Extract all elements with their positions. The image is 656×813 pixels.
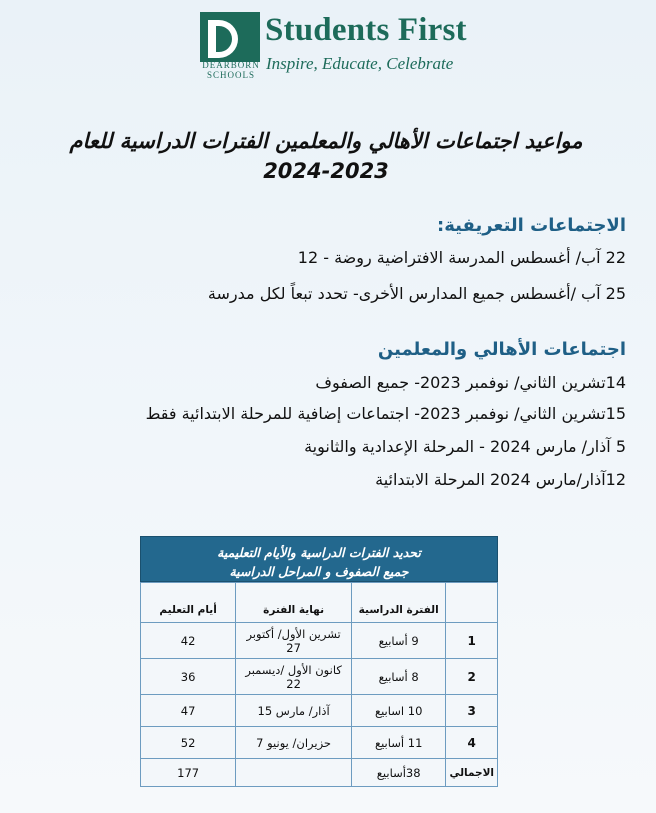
conference-item: 12آذار/مارس 2024 المرحلة الابتدائية: [375, 470, 626, 489]
total-days: 177: [141, 759, 236, 787]
term-days: 42: [141, 623, 236, 659]
conference-item: 14تشرين الثاني/ نوفمبر 2023- جميع الصفوف: [315, 373, 626, 392]
page-title: [46, 126, 606, 186]
orientation-item: 25 آب /أغسطس جميع المدارس الأخرى- تحدد تبعاً لكل مدرسة: [207, 284, 626, 303]
term-number: 4: [446, 727, 498, 759]
orientation-item: 22 آب/ أغسطس المدرسة الافتراضية روضة - 12: [297, 248, 626, 267]
conference-item: 15تشرين الثاني/ نوفمبر 2023- اجتماعات إضافية للمرحلة الابتدائية فقط: [145, 404, 626, 423]
term-duration: 10 اسابيع: [351, 695, 446, 727]
page-title-line2: 2024-2023: [263, 159, 389, 183]
table-row: [141, 727, 498, 759]
table-row: [141, 623, 498, 659]
orientation-heading: الاجتماعات التعريفية:: [437, 215, 626, 236]
col-header-days: أيام التعليم: [141, 583, 236, 623]
term-duration: 8 أسابيع: [351, 659, 446, 695]
conferences-heading: اجتماعات الأهالي والمعلمين: [377, 339, 626, 360]
term-end: تشرين الأول/ أكتوبر 27: [236, 623, 352, 659]
term-days: 52: [141, 727, 236, 759]
col-header-end: نهاية الفترة: [236, 583, 352, 623]
conference-item: 5 آذار/ مارس 2024 - المرحلة الإعدادية والثانوية: [304, 437, 626, 456]
term-number: 1: [446, 623, 498, 659]
term-number: 2: [446, 659, 498, 695]
logo-schools-text: DEARBORN SCHOOLS: [202, 60, 260, 80]
term-days: 47: [141, 695, 236, 727]
term-end: آذار/ مارس 15: [236, 695, 352, 727]
term-number: 3: [446, 695, 498, 727]
terms-table-title: تحديد الفترات الدراسية والأيام التعليمية جميع الصفوف و المراحل الدراسية: [140, 536, 498, 582]
table-header-row: [141, 583, 498, 623]
term-days: 36: [141, 659, 236, 695]
term-end: حزيران/ يونيو 7: [236, 727, 352, 759]
total-duration: 38أسابيع: [351, 759, 446, 787]
table-row: [141, 659, 498, 695]
logo-tagline: Inspire, Educate, Celebrate: [266, 54, 454, 73]
term-duration: 11 أسابيع: [351, 727, 446, 759]
total-label: الاجمالي: [446, 759, 498, 787]
term-end: كانون الأول /ديسمبر 22: [236, 659, 352, 695]
terms-table-grid: [140, 582, 498, 787]
logo-title: Students First: [265, 12, 467, 48]
term-duration: 9 أسابيع: [351, 623, 446, 659]
col-header-term: [446, 583, 498, 623]
dearborn-logo: [198, 10, 473, 82]
col-header-duration: الفترة الدراسية: [351, 583, 446, 623]
total-end: [236, 759, 352, 787]
terms-table: [140, 536, 498, 787]
table-row: [141, 695, 498, 727]
page-title-line1: مواعيد اجتماعات الأهالي والمعلمين الفترات الدراسية للعام: [69, 129, 583, 153]
table-total-row: [141, 759, 498, 787]
